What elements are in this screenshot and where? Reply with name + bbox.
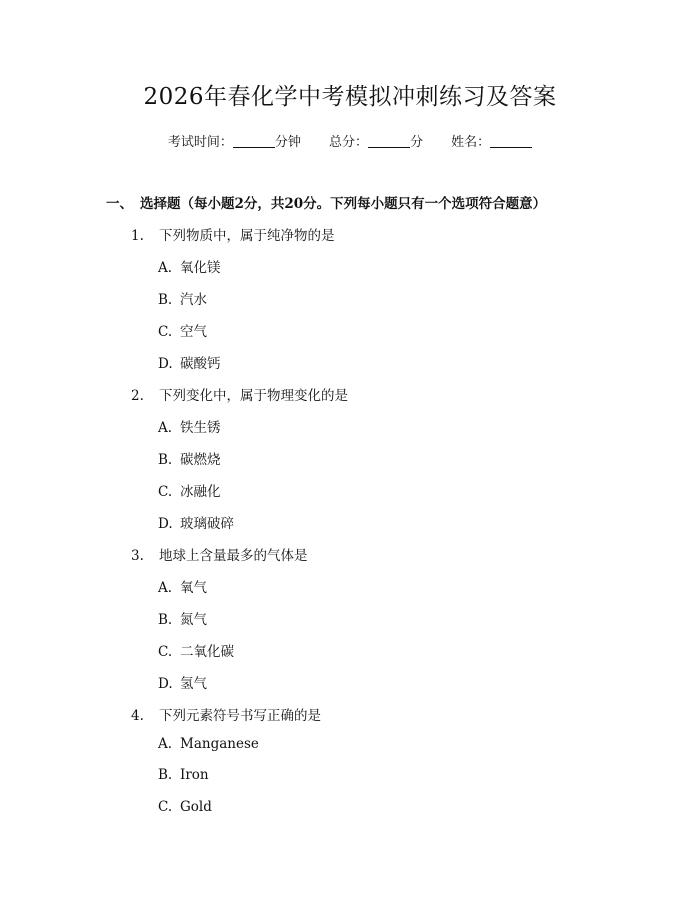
option-2a[interactable] — [158, 416, 221, 436]
name-label: 姓名： — [451, 135, 491, 150]
option-letter: A. — [158, 420, 173, 436]
page-title: 2026年春化学中考模拟冲刺练习及答案 — [143, 84, 557, 110]
option-text: 冰融化 — [180, 484, 221, 500]
option-3c[interactable] — [158, 640, 234, 660]
total-score-unit: 分 — [410, 135, 424, 150]
option-letter: B. — [158, 452, 173, 468]
option-text: 氧气 — [180, 580, 207, 596]
exam-time-unit: 分钟 — [274, 135, 301, 150]
option-letter: D. — [158, 676, 173, 692]
option-text: 汽水 — [180, 292, 207, 308]
option-letter: A. — [158, 736, 173, 752]
name-blank[interactable] — [490, 135, 532, 148]
option-text: 氮气 — [180, 612, 207, 628]
question-4 — [131, 704, 321, 724]
option-letter: C. — [158, 799, 173, 815]
exam-time — [168, 131, 301, 150]
option-1a[interactable] — [158, 256, 221, 276]
question-number: 1. — [131, 228, 144, 244]
option-3d[interactable] — [158, 672, 207, 692]
section-heading — [106, 192, 546, 212]
option-letter: B. — [158, 612, 173, 628]
option-text: Gold — [180, 799, 212, 815]
exam-time-blank[interactable] — [233, 135, 275, 148]
option-text: 氧化镁 — [180, 260, 221, 276]
option-1c[interactable] — [158, 320, 207, 340]
option-4b[interactable] — [158, 767, 209, 783]
question-3 — [131, 544, 308, 564]
option-letter: A. — [158, 580, 173, 596]
option-text: Manganese — [180, 736, 259, 752]
option-2c[interactable] — [158, 480, 221, 500]
student-name — [451, 131, 532, 150]
option-1b[interactable] — [158, 288, 207, 308]
option-3b[interactable] — [158, 608, 207, 628]
option-letter: B. — [158, 767, 173, 783]
option-2d[interactable] — [158, 512, 234, 532]
option-letter: C. — [158, 484, 173, 500]
option-letter: A. — [158, 260, 173, 276]
total-score-label: 总分： — [328, 135, 368, 150]
option-letter: B. — [158, 292, 173, 308]
question-text: 地球上含量最多的气体是 — [159, 548, 308, 564]
question-number: 2. — [131, 388, 144, 404]
question-1 — [131, 224, 335, 244]
option-text: 碳酸钙 — [180, 356, 221, 372]
section-title: 选择题（每小题2分，共20分。下列每小题只有一个选项符合题意） — [140, 196, 547, 212]
option-letter: D. — [158, 356, 173, 372]
question-number: 3. — [131, 548, 144, 564]
question-text: 下列变化中，属于物理变化的是 — [159, 388, 348, 404]
option-2b[interactable] — [158, 448, 221, 468]
question-text: 下列元素符号书写正确的是 — [159, 708, 321, 724]
option-1d[interactable] — [158, 352, 221, 372]
option-text: Iron — [180, 767, 209, 783]
option-letter: D. — [158, 516, 173, 532]
option-text: 铁生锈 — [180, 420, 221, 436]
exam-time-label: 考试时间： — [167, 135, 233, 150]
option-3a[interactable] — [158, 576, 207, 596]
section-number: 一、 — [106, 196, 133, 212]
option-text: 空气 — [180, 324, 207, 340]
option-letter: C. — [158, 644, 173, 660]
option-text: 二氧化碳 — [180, 644, 234, 660]
option-text: 玻璃破碎 — [180, 516, 234, 532]
option-4a[interactable] — [158, 736, 259, 752]
option-text: 氢气 — [180, 676, 207, 692]
total-score-blank[interactable] — [368, 135, 410, 148]
question-text: 下列物质中，属于纯净物的是 — [159, 228, 335, 244]
exam-info — [0, 131, 700, 150]
option-letter: C. — [158, 324, 173, 340]
option-text: 碳燃烧 — [180, 452, 221, 468]
question-2 — [131, 384, 348, 404]
option-4c[interactable] — [158, 799, 212, 815]
question-number: 4. — [131, 708, 144, 724]
total-score — [329, 131, 423, 150]
